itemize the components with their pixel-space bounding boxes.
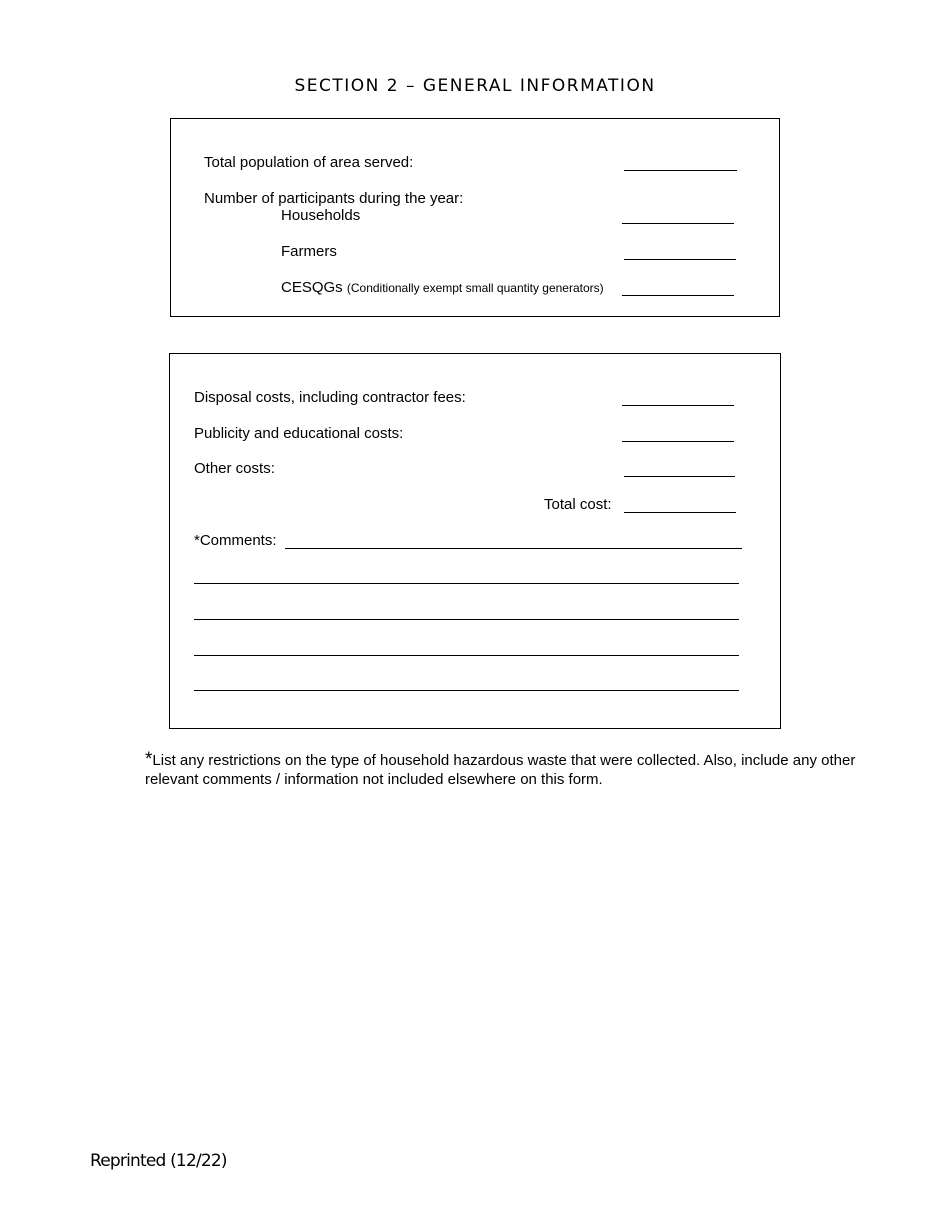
publicity-costs-field[interactable] <box>622 441 734 442</box>
total-cost-field[interactable] <box>624 512 736 513</box>
cesqgs-note: (Conditionally exempt small quantity generators) <box>346 281 604 295</box>
farmers-label: Farmers <box>281 243 337 260</box>
total-cost-label: Total cost: <box>544 496 612 513</box>
cesqgs-label: CESQGs <box>281 279 343 296</box>
total-population-field[interactable] <box>624 170 737 171</box>
comments-label: *Comments: <box>194 532 277 549</box>
footnote-text: List any restrictions on the type of household hazardous waste that were collected. Also, include any other relevant comments / information not included elsewhere on this form. <box>145 752 856 788</box>
section-title: SECTION 2 – GENERAL INFORMATION <box>294 76 656 96</box>
publicity-costs-label: Publicity and educational costs: <box>194 425 404 442</box>
comments-line-5[interactable] <box>194 690 739 691</box>
comments-line-2[interactable] <box>194 583 739 584</box>
cesqgs-field[interactable] <box>622 295 734 296</box>
cesqgs-row <box>281 279 604 297</box>
other-costs-field[interactable] <box>624 476 735 477</box>
reprint-date: Reprinted (12/22) <box>90 1151 227 1171</box>
footnote-asterisk: * <box>145 749 153 770</box>
other-costs-label: Other costs: <box>194 460 275 477</box>
disposal-costs-label: Disposal costs, including contractor fees: <box>194 389 466 406</box>
comments-line-1[interactable] <box>285 548 742 549</box>
farmers-field[interactable] <box>624 259 736 260</box>
total-population-label: Total population of area served: <box>204 154 414 171</box>
disposal-costs-field[interactable] <box>622 405 734 406</box>
households-field[interactable] <box>622 223 734 224</box>
comments-line-3[interactable] <box>194 619 739 620</box>
comments-line-4[interactable] <box>194 655 739 656</box>
participants-heading: Number of participants during the year: <box>204 190 464 207</box>
households-label: Households <box>281 207 361 224</box>
footnote <box>145 750 865 789</box>
